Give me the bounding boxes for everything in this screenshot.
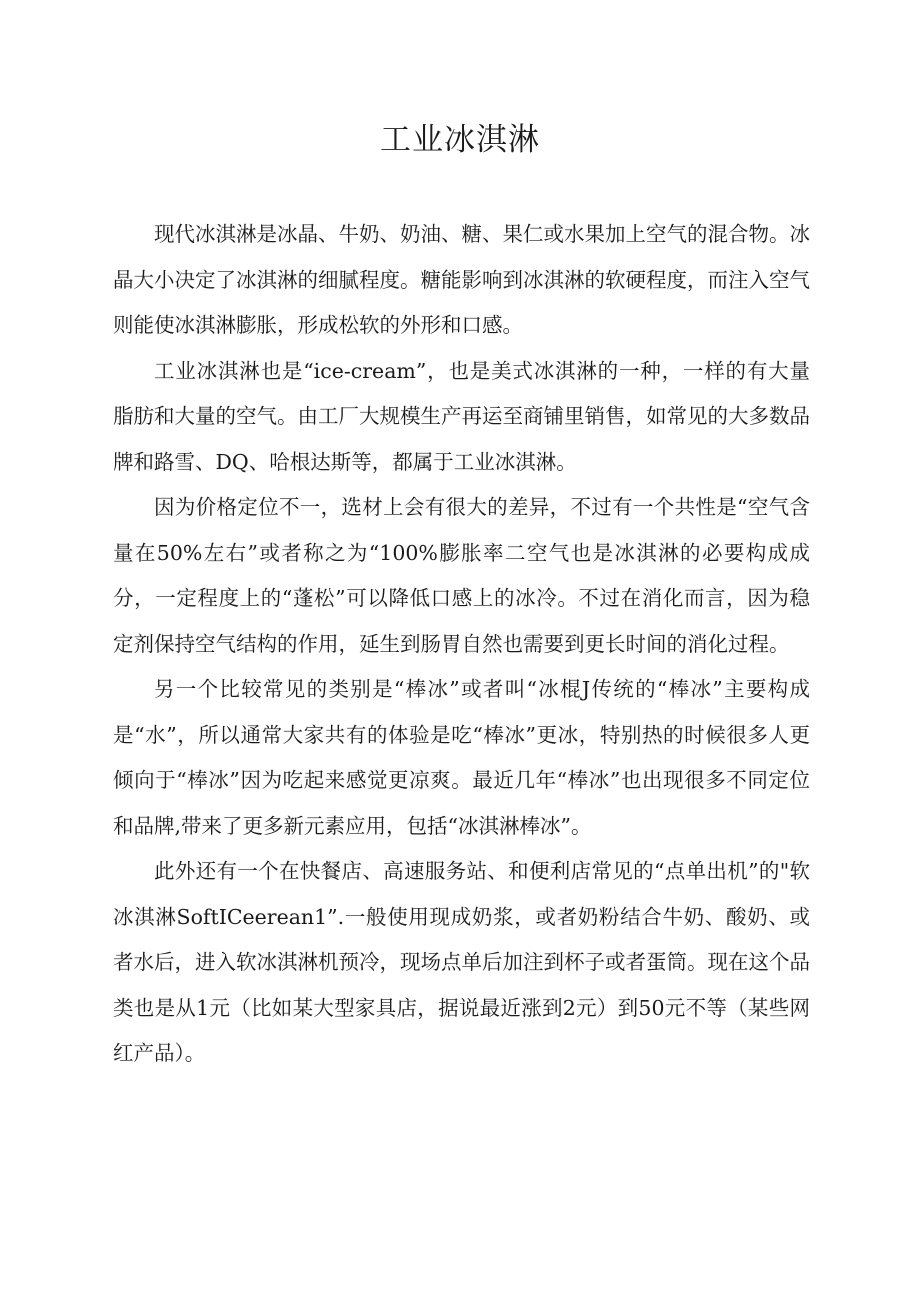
document-body	[113, 212, 810, 1077]
document-title: 工业冰淇淋	[380, 122, 540, 158]
paragraph: 因为价格定位不一，选材上会有很大的差异，不过有一个共性是“空气含量在50%左右”或者称之为“100%膨胀率二空气也是冰淇淋的必要构成成分，一定程度上的“蓬松”可以降低口感上的冰冷。不过在消化而言，因为稳定剂保持空气结构的作用，延生到肠胃自然也需要到更长时间的消化过程。	[113, 495, 810, 656]
paragraph: 此外还有一个在快餐店、高速服务站、和便利店常见的“点单出机”的"软冰淇淋SoftICeerean1”.一般使用现成奶浆，或者奶粉结合牛奶、酸奶、或者水后，进入软冰淇淋机预冷，现场点单后加注到杯子或者蛋筒。现在这个品类也是从1元（比如某大型家具店，据说最近涨到2元）到50元不等（某些网红产品）。	[113, 859, 810, 1065]
paragraph: 工业冰淇淋也是“ice-cream”，也是美式冰淇淋的一种，一样的有大量脂肪和大量的空气。由工厂大规模生产再运至商铺里销售，如常见的大多数品牌和路雪、DQ、哈根达斯等，都属于工业冰淇淋。	[113, 358, 810, 474]
paragraph: 另一个比较常见的类别是“棒冰”或者叫“冰棍J传统的“棒冰”主要构成是“水”，所以通常大家共有的体验是吃“棒冰”更冰，特别热的时候很多人更倾向于“棒冰”因为吃起来感觉更凉爽。最近几年“棒冰”也出现很多不同定位和品牌,带来了更多新元素应用，包括“冰淇淋棒冰”。	[113, 677, 810, 838]
paragraph: 现代冰淇淋是冰晶、牛奶、奶油、糖、果仁或水果加上空气的混合物。冰晶大小决定了冰淇淋的细腻程度。糖能影响到冰淇淋的软硬程度，而注入空气则能使冰淇淋膨胀，形成松软的外形和口感。	[113, 222, 810, 337]
